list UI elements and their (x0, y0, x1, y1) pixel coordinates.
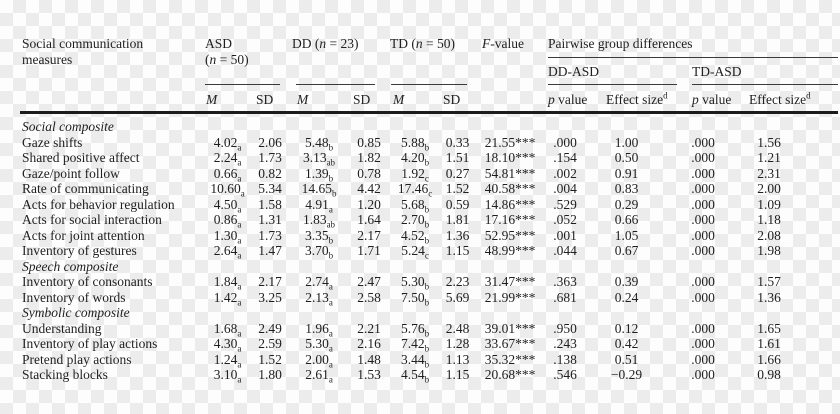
cell-es1: 0.66 (614, 212, 639, 227)
cell-p1: .052 (553, 212, 577, 227)
subscript: b (331, 188, 337, 199)
cell-es1: 0.91 (614, 165, 639, 181)
dd-asd-rule (548, 84, 677, 85)
cell-es2: 1.21 (757, 150, 781, 165)
cell-p1: .681 (553, 289, 577, 305)
subscript: b (328, 173, 334, 184)
subscript: a (328, 328, 333, 339)
cell-asd_sd: 1.52 (258, 351, 282, 367)
cell-es2: 1.57 (757, 274, 781, 289)
cell-td_sd: 1.13 (445, 351, 470, 367)
cell-dd_m: $2.13_a$ (305, 289, 333, 308)
section-row (20, 305, 800, 321)
cell-p2: .000 (691, 134, 715, 150)
table-body (20, 119, 800, 383)
row-label: Acts for joint attention (22, 227, 145, 243)
cell-es1: 0.29 (614, 196, 639, 212)
cell-p2: .000 (691, 196, 715, 212)
cell-p2: .000 (691, 212, 715, 227)
cell-es1: 0.24 (614, 289, 639, 305)
cell-p2: .000 (691, 243, 715, 258)
table-row (20, 352, 800, 368)
cell-f: 14.86*** (484, 196, 536, 212)
dd-asd-header: DD-ASD (548, 64, 600, 79)
cell-dd_m: $5.48_b$ (304, 134, 334, 153)
cell-es1: 0.39 (614, 274, 639, 289)
subscript: a (237, 157, 242, 168)
cell-dd_sd: 1.71 (357, 243, 381, 258)
cell-es1: −0.29 (610, 367, 643, 382)
subscript: c (424, 173, 429, 184)
cell-asd_sd: 1.58 (258, 196, 282, 212)
cell-es1: 1.05 (614, 227, 639, 243)
row-label: Gaze/point follow (22, 165, 120, 181)
cell-asd_m: $1.24_a$ (213, 351, 242, 370)
cell-td_m: $5.30_b$ (400, 274, 430, 292)
cell-td_sd: 0.27 (445, 165, 470, 181)
cell-td_m: $5.76_b$ (400, 320, 430, 339)
subscript: b (424, 204, 430, 215)
cell-p1: .002 (553, 165, 577, 181)
subscript: b (424, 219, 430, 230)
cell-es2: 2.31 (757, 165, 781, 181)
cell-f: 18.10*** (484, 150, 536, 165)
cell-asd_sd: 0.82 (258, 165, 282, 181)
row-label: Speech composite (22, 258, 119, 274)
subscript: a (237, 374, 242, 385)
cell-td_m: $2.70_b$ (400, 212, 430, 230)
cell-dd_sd: 2.21 (357, 320, 381, 336)
cell-td_sd: 0.33 (445, 134, 470, 150)
cell-td_sd: 2.23 (445, 274, 470, 289)
cell-p2: .000 (691, 289, 715, 305)
cell-es1: 0.51 (614, 351, 639, 367)
row-label: Understanding (22, 320, 102, 336)
cell-td_m: $4.54_b$ (400, 367, 430, 385)
cell-td_sd: 1.52 (445, 181, 470, 196)
cell-dd_sd: 1.53 (357, 367, 381, 382)
cell-es2: 1.09 (757, 196, 781, 212)
td-asd-p-header: p value (692, 92, 732, 107)
subscript: b (424, 343, 430, 354)
subscript: a (237, 328, 242, 339)
f-value-header: F-value (482, 36, 524, 51)
measures-header-line2: measures (22, 52, 73, 67)
asd-group-n: (n = 50) (205, 52, 249, 67)
subscript: a (328, 204, 333, 215)
cell-dd_m: $2.00_a$ (305, 351, 333, 370)
cell-p1: .529 (553, 196, 577, 212)
cell-es1: 0.83 (614, 181, 639, 196)
row-label: Acts for behavior regulation (22, 196, 175, 212)
cell-asd_sd: 1.73 (258, 227, 282, 243)
td-m-header: M (393, 92, 405, 107)
dd-sd-header: SD (353, 92, 371, 107)
table-row (20, 197, 800, 213)
cell-p1: .154 (553, 150, 577, 165)
subscript: a (328, 374, 333, 385)
cell-p1: .546 (553, 367, 577, 382)
cell-p1: .363 (553, 274, 577, 289)
cell-asd_m: $4.02_a$ (213, 134, 242, 153)
row-label: Gaze shifts (22, 134, 83, 150)
header-body-rule (20, 111, 838, 114)
table-row (20, 367, 800, 383)
cell-es2: 1.66 (757, 351, 781, 367)
td-group-header: TD (n = 50) (390, 36, 455, 51)
cell-f: 20.68*** (484, 367, 536, 382)
asd-sd-header: SD (256, 92, 274, 107)
cell-dd_m: $1.96_a$ (305, 320, 333, 339)
table-row (20, 290, 800, 306)
subscript: a (237, 297, 242, 308)
table-row (20, 336, 800, 352)
cell-asd_sd: 5.34 (258, 181, 282, 196)
cell-asd_m: $3.10_a$ (213, 367, 242, 385)
subscript: b (424, 374, 430, 385)
cell-dd_m: $14.65_b$ (301, 181, 337, 199)
subscript: b (424, 359, 430, 370)
section-row (20, 259, 800, 275)
cell-es1: 0.50 (614, 150, 639, 165)
cell-asd_sd: 2.49 (258, 320, 282, 336)
table-row (20, 150, 800, 166)
subscript: a (237, 235, 242, 246)
cell-f: 39.01*** (484, 320, 536, 336)
table-row (20, 243, 800, 259)
cell-asd_m: $4.30_a$ (213, 336, 242, 354)
subscript: a (328, 343, 333, 354)
cell-td_sd: 1.28 (445, 336, 470, 351)
cell-asd_m: $1.68_a$ (213, 320, 242, 339)
subscript: c (428, 188, 433, 199)
cell-td_m: $7.42_b$ (400, 336, 430, 354)
dd-m-header: M (297, 92, 309, 107)
cell-dd_m: $1.83_{ab}$ (302, 212, 336, 230)
cell-p2: .000 (691, 351, 715, 367)
cell-es2: 0.98 (757, 367, 781, 382)
cell-dd_m: $3.70_b$ (304, 243, 334, 261)
cell-dd_sd: 2.47 (357, 274, 381, 289)
subscript: a (237, 343, 242, 354)
td-asd-effect-header: Effect size$^d$ (749, 90, 811, 107)
cell-f: 31.47*** (484, 274, 536, 289)
cell-f: 52.95*** (484, 227, 536, 243)
cell-dd_m: $4.91_a$ (305, 196, 333, 215)
subscript: b (424, 142, 430, 153)
cell-asd_sd: 1.73 (258, 150, 282, 165)
subscript: ab (326, 219, 336, 230)
subscript: a (237, 142, 242, 153)
cell-asd_sd: 2.06 (258, 134, 282, 150)
cell-p2: .000 (691, 165, 715, 181)
cell-p1: .138 (553, 351, 577, 367)
subscript: b (424, 297, 430, 308)
section-row (20, 119, 800, 135)
subscript: b (328, 235, 334, 246)
cell-p1: .950 (553, 320, 577, 336)
cell-td_m: $4.52_b$ (400, 227, 430, 246)
pairwise-header: Pairwise group differences (548, 36, 693, 51)
subscript: b (424, 235, 430, 246)
cell-td_m: $5.68_b$ (400, 196, 430, 215)
asd-group-rule (205, 84, 280, 85)
pairwise-rule (548, 57, 838, 58)
table-row (20, 228, 800, 244)
table-row (20, 321, 800, 337)
cell-td_sd: 1.81 (445, 212, 470, 227)
subscript: b (328, 142, 334, 153)
subscript: b (424, 328, 430, 339)
subscript: a (237, 250, 242, 261)
row-label: Social composite (22, 119, 114, 134)
cell-dd_sd: 0.85 (357, 134, 381, 150)
asd-m-header: M (206, 92, 218, 107)
cell-f: 48.99*** (484, 243, 536, 258)
cell-f: 21.55*** (484, 134, 536, 150)
cell-p1: .243 (553, 336, 577, 351)
table-row (20, 166, 800, 182)
cell-p1: .044 (553, 243, 577, 258)
cell-dd_m: $5.30_a$ (305, 336, 333, 354)
subscript: a (237, 219, 242, 230)
cell-td_m: $7.50_b$ (400, 289, 430, 308)
cell-asd_m: $1.30_a$ (213, 227, 242, 246)
cell-dd_sd: 2.17 (357, 227, 381, 243)
cell-f: 17.16*** (484, 212, 536, 227)
asd-group-name: ASD (205, 36, 233, 51)
row-label: Acts for social interaction (22, 212, 162, 227)
cell-dd_sd: 2.16 (357, 336, 381, 351)
cell-asd_m: $1.42_a$ (213, 289, 242, 308)
subscript: a (237, 173, 242, 184)
measures-header (22, 36, 143, 68)
cell-asd_m: $2.64_a$ (213, 243, 242, 261)
cell-es2: 1.56 (757, 134, 781, 150)
cell-es1: 0.42 (614, 336, 639, 351)
cell-es2: 2.00 (757, 181, 781, 196)
cell-td_sd: 1.36 (445, 227, 470, 243)
row-label: Symbolic composite (22, 305, 130, 320)
cell-dd_sd: 1.64 (357, 212, 381, 227)
cell-f: 33.67*** (484, 336, 536, 351)
cell-dd_m: $3.13_{ab}$ (302, 150, 336, 168)
cell-p1: .000 (553, 134, 577, 150)
cell-td_m: $3.44_b$ (400, 351, 430, 370)
cell-dd_sd: 0.78 (357, 165, 381, 181)
cell-p2: .000 (691, 274, 715, 289)
cell-asd_m: $4.50_a$ (213, 196, 242, 215)
cell-asd_m: $1.84_a$ (213, 274, 242, 292)
table-row (20, 212, 800, 228)
cell-dd_sd: 2.58 (357, 289, 381, 305)
row-label: Inventory of words (22, 289, 126, 305)
dd-group-header: DD (n = 23) (292, 36, 359, 51)
cell-td_sd: 5.69 (445, 289, 470, 305)
cell-p2: .000 (691, 181, 715, 196)
dd-asd-p-header: p value (548, 92, 588, 107)
cell-p2: .000 (691, 150, 715, 165)
subscript: a (237, 359, 242, 370)
cell-p1: .004 (553, 181, 577, 196)
cell-dd_sd: 4.42 (357, 181, 381, 196)
cell-p2: .000 (691, 227, 715, 243)
cell-td_sd: 1.15 (445, 243, 470, 258)
cell-p2: .000 (691, 336, 715, 351)
subscript: a (328, 297, 333, 308)
cell-f: 35.32*** (484, 351, 536, 367)
cell-es2: 1.98 (757, 243, 781, 258)
table-row (20, 135, 800, 151)
dd-group-rule (296, 84, 375, 85)
cell-td_m: $1.92_c$ (401, 165, 429, 184)
row-label: Stacking blocks (22, 367, 108, 382)
subscript: b (424, 157, 430, 168)
cell-dd_m: $3.35_b$ (304, 227, 334, 246)
cell-td_sd: 0.59 (445, 196, 470, 212)
subscript: c (424, 250, 429, 261)
row-label: Inventory of consonants (22, 274, 153, 289)
subscript: a (237, 204, 242, 215)
cell-dd_sd: 1.82 (357, 150, 381, 165)
cell-asd_sd: 3.25 (258, 289, 282, 305)
td-group-rule (391, 84, 467, 85)
subscript: a (328, 281, 333, 292)
subscript: a (328, 359, 333, 370)
cell-td_sd: 1.15 (445, 367, 470, 382)
cell-asd_sd: 2.59 (258, 336, 282, 351)
cell-es2: 2.08 (757, 227, 781, 243)
subscript: ab (326, 157, 336, 168)
row-label: Inventory of gestures (22, 243, 137, 258)
subscript: b (424, 281, 430, 292)
cell-f: 40.58*** (484, 181, 536, 196)
subscript: a (240, 188, 245, 199)
subscript: a (237, 281, 242, 292)
measures-header-line1: Social communication (22, 36, 144, 51)
row-label: Rate of communicating (22, 181, 149, 196)
cell-es2: 1.36 (757, 289, 781, 305)
cell-asd_sd: 1.47 (258, 243, 282, 258)
cell-f: 21.99*** (484, 289, 536, 305)
td-asd-header: TD-ASD (692, 64, 742, 79)
cell-p2: .000 (691, 320, 715, 336)
cell-es2: 1.18 (757, 212, 781, 227)
cell-asd_sd: 1.31 (258, 212, 282, 227)
cell-dd_m: $2.61_a$ (305, 367, 333, 385)
dd-asd-effect-header: Effect size$^d$ (606, 90, 668, 107)
cell-dd_sd: 1.48 (357, 351, 381, 367)
td-asd-rule (692, 84, 838, 85)
cell-es2: 1.61 (757, 336, 781, 351)
cell-asd_m: $0.66_a$ (213, 165, 242, 184)
row-label: Shared positive affect (22, 150, 140, 165)
cell-asd_sd: 1.80 (258, 367, 282, 382)
cell-p2: .000 (691, 367, 715, 382)
cell-p1: .001 (553, 227, 577, 243)
cell-dd_m: $1.39_b$ (304, 165, 334, 184)
table-row (20, 274, 800, 290)
row-label: Pretend play actions (22, 351, 132, 367)
table-row (20, 181, 800, 197)
cell-td_m: $4.20_b$ (400, 150, 430, 168)
td-sd-header: SD (443, 92, 461, 107)
row-label: Inventory of play actions (22, 336, 158, 351)
cell-dd_sd: 1.20 (357, 196, 381, 212)
cell-td_m: $17.46_c$ (397, 181, 433, 199)
cell-td_sd: 1.51 (445, 150, 470, 165)
cell-es2: 1.65 (757, 320, 781, 336)
cell-es1: 1.00 (614, 134, 639, 150)
cell-asd_m: $10.60_a$ (210, 181, 245, 199)
cell-asd_sd: 2.17 (258, 274, 282, 289)
asd-group-header (205, 36, 249, 68)
cell-td_m: $5.24_c$ (401, 243, 429, 261)
cell-td_m: $5.88_b$ (400, 134, 430, 153)
cell-f: 54.81*** (484, 165, 536, 181)
cell-asd_m: $2.24_a$ (213, 150, 242, 168)
subscript: b (328, 250, 334, 261)
cell-asd_m: $0.86_a$ (213, 212, 242, 230)
cell-es1: 0.12 (614, 320, 639, 336)
cell-es1: 0.67 (614, 243, 639, 258)
cell-td_sd: 2.48 (445, 320, 470, 336)
cell-dd_m: $2.74_a$ (305, 274, 333, 292)
